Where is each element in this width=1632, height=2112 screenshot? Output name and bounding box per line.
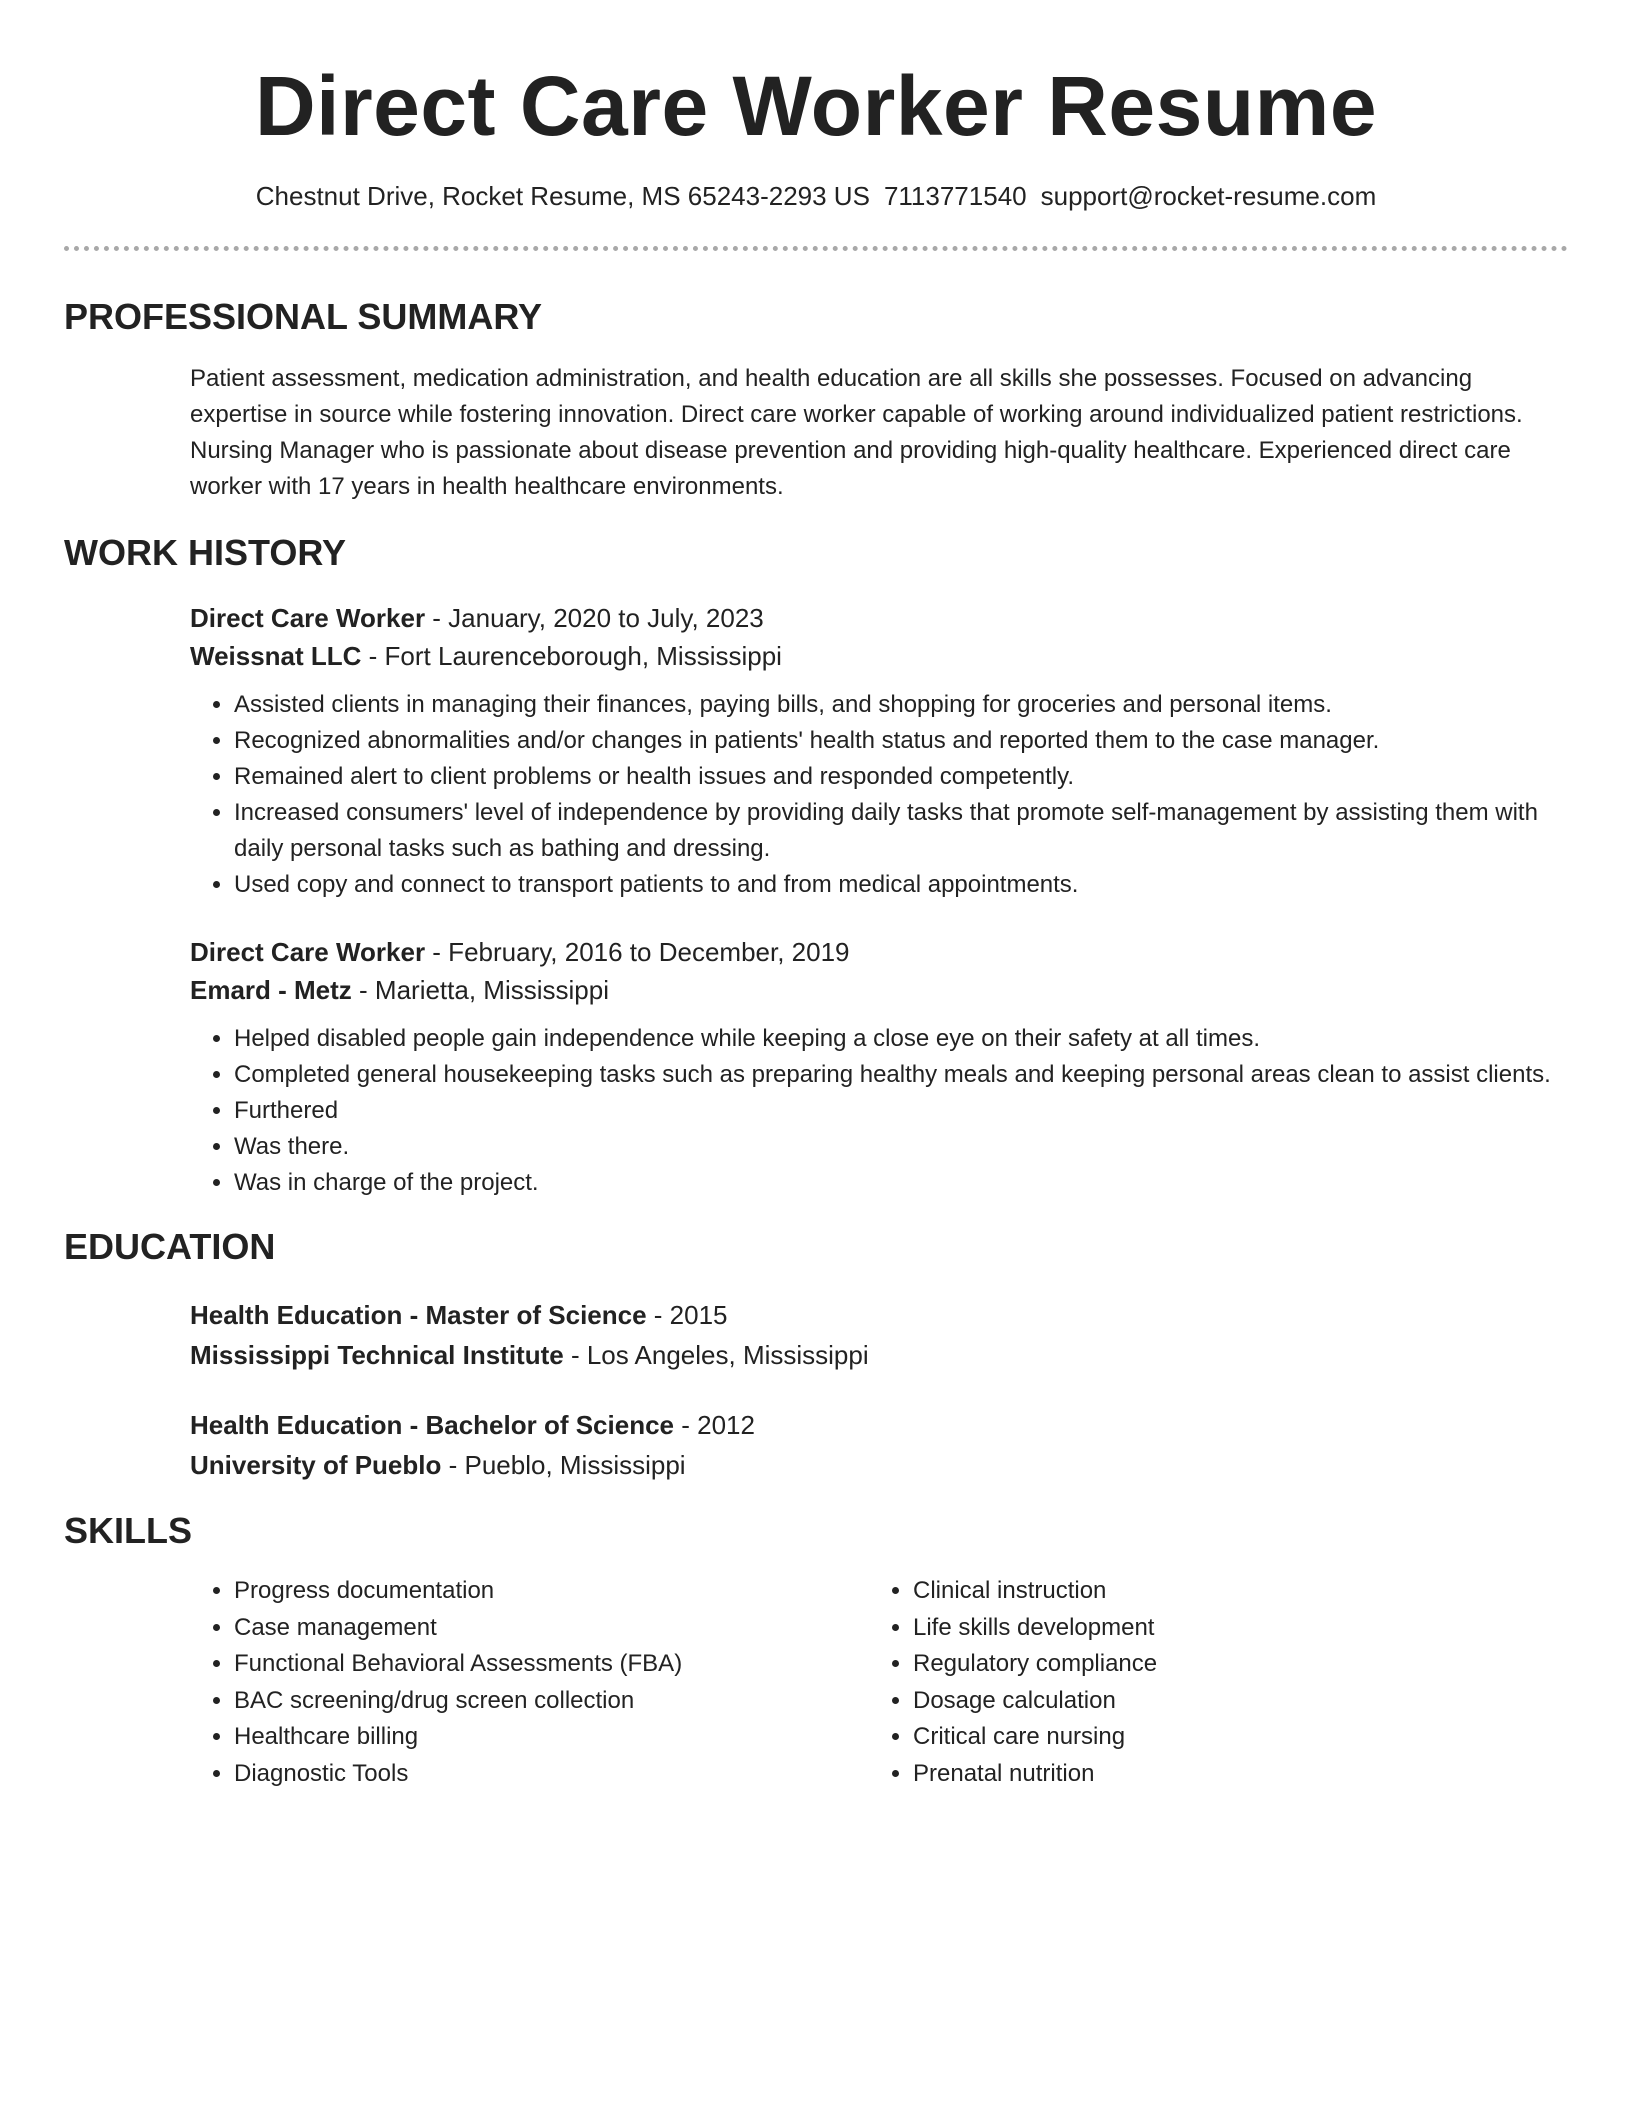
job-title-line <box>190 933 1568 971</box>
summary-section <box>190 361 1568 505</box>
job-bullet: • Furthered <box>234 1093 1568 1129</box>
education-heading: EDUCATION <box>64 1226 276 1267</box>
job-bullet: • Assisted clients in managing their finances, paying bills, and shopping for groceries and personal items. <box>234 687 1568 723</box>
header-divider <box>64 246 1568 251</box>
job-dates: - January, 2020 to July, 2023 <box>425 603 764 633</box>
education-school-line <box>190 1445 1568 1485</box>
education-degree-line <box>190 1405 1568 1445</box>
skills-heading: SKILLS <box>64 1510 193 1551</box>
education-degree: Health Education - Bachelor of Science <box>190 1410 674 1440</box>
job-bullet: • Recognized abnormalities and/or changes in patients' health status and reported them to the case manager. <box>234 723 1568 759</box>
education-degree: Health Education - Master of Science <box>190 1300 647 1330</box>
job-company: Weissnat LLC <box>190 641 362 671</box>
education-school: Mississippi Technical Institute <box>190 1340 564 1370</box>
resume-title: Direct Care Worker Resume <box>254 59 1378 153</box>
education-entry <box>190 1295 1568 1375</box>
job-company-line <box>190 637 1568 675</box>
education-year: - 2012 <box>674 1410 755 1440</box>
job-dates: - February, 2016 to December, 2019 <box>425 937 850 967</box>
skill-item: • Diagnostic Tools <box>234 1756 869 1793</box>
skill-item: • Dosage calculation <box>913 1683 1548 1720</box>
education-school: University of Pueblo <box>190 1450 442 1480</box>
skills-section <box>190 1573 1568 1792</box>
contact-email: support@rocket-resume.com <box>1040 181 1377 211</box>
work-history-heading: WORK HISTORY <box>64 532 347 573</box>
job-entry <box>190 933 1568 1201</box>
job-title-line <box>190 599 1568 637</box>
skill-item: • BAC screening/drug screen collection <box>234 1683 869 1720</box>
education-school-line <box>190 1335 1568 1375</box>
job-bullets <box>190 1021 1568 1201</box>
skill-item: • Case management <box>234 1610 869 1647</box>
job-location: - Marietta, Mississippi <box>351 975 609 1005</box>
skill-item: • Clinical instruction <box>913 1573 1548 1610</box>
contact-phone: 7113771540 <box>883 181 1027 211</box>
contact-address: Chestnut Drive, Rocket Resume, MS 65243-2293 US <box>255 181 870 211</box>
job-bullet: • Used copy and connect to transport patients to and from medical appointments. <box>234 867 1568 903</box>
skills-list-left <box>190 1573 869 1792</box>
skill-item: • Progress documentation <box>234 1573 869 1610</box>
job-bullets <box>190 687 1568 903</box>
skill-item: • Prenatal nutrition <box>913 1756 1548 1793</box>
education-location: - Los Angeles, Mississippi <box>563 1340 869 1370</box>
skill-item: • Life skills development <box>913 1610 1548 1647</box>
job-bullet: • Helped disabled people gain independence while keeping a close eye on their safety at all times. <box>234 1021 1568 1057</box>
job-entry <box>190 599 1568 903</box>
job-bullet: • Completed general housekeeping tasks such as preparing healthy meals and keeping personal areas clean to assist clients. <box>234 1057 1568 1093</box>
job-bullet: • Was there. <box>234 1129 1568 1165</box>
job-bullet: • Remained alert to client problems or health issues and responded competently. <box>234 759 1568 795</box>
summary-text: Patient assessment, medication administration, and health education are all skills she possesses. Focused on advancing expertise in source while fostering innovation. Direct care worker capable of working around individualized patient restrictions. Nursing Manager who is passionate about disease prevention and providing high-quality healthcare. Experienced direct care worker with 17 years in health healthcare environments. <box>190 365 1523 500</box>
job-bullet: • Was in charge of the project. <box>234 1165 1568 1201</box>
summary-heading: PROFESSIONAL SUMMARY <box>64 296 543 337</box>
contact-line <box>64 180 1568 212</box>
education-degree-line <box>190 1295 1568 1335</box>
education-location: - Pueblo, Mississippi <box>441 1450 686 1480</box>
skills-list-right <box>869 1573 1548 1792</box>
skill-item: • Functional Behavioral Assessments (FBA) <box>234 1646 869 1683</box>
education-year: - 2015 <box>646 1300 728 1330</box>
job-title: Direct Care Worker <box>190 937 426 967</box>
job-company-line <box>190 971 1568 1009</box>
job-title: Direct Care Worker <box>190 603 426 633</box>
skill-item: • Regulatory compliance <box>913 1646 1548 1683</box>
job-company: Emard - Metz <box>190 975 352 1005</box>
skill-item: • Critical care nursing <box>913 1719 1548 1756</box>
job-bullet: • Increased consumers' level of independence by providing daily tasks that promote self-management by assisting them with daily personal tasks such as bathing and dressing. <box>234 795 1568 867</box>
job-location: - Fort Laurenceborough, Mississippi <box>361 641 782 671</box>
skill-item: • Healthcare billing <box>234 1719 869 1756</box>
education-entry <box>190 1405 1568 1485</box>
